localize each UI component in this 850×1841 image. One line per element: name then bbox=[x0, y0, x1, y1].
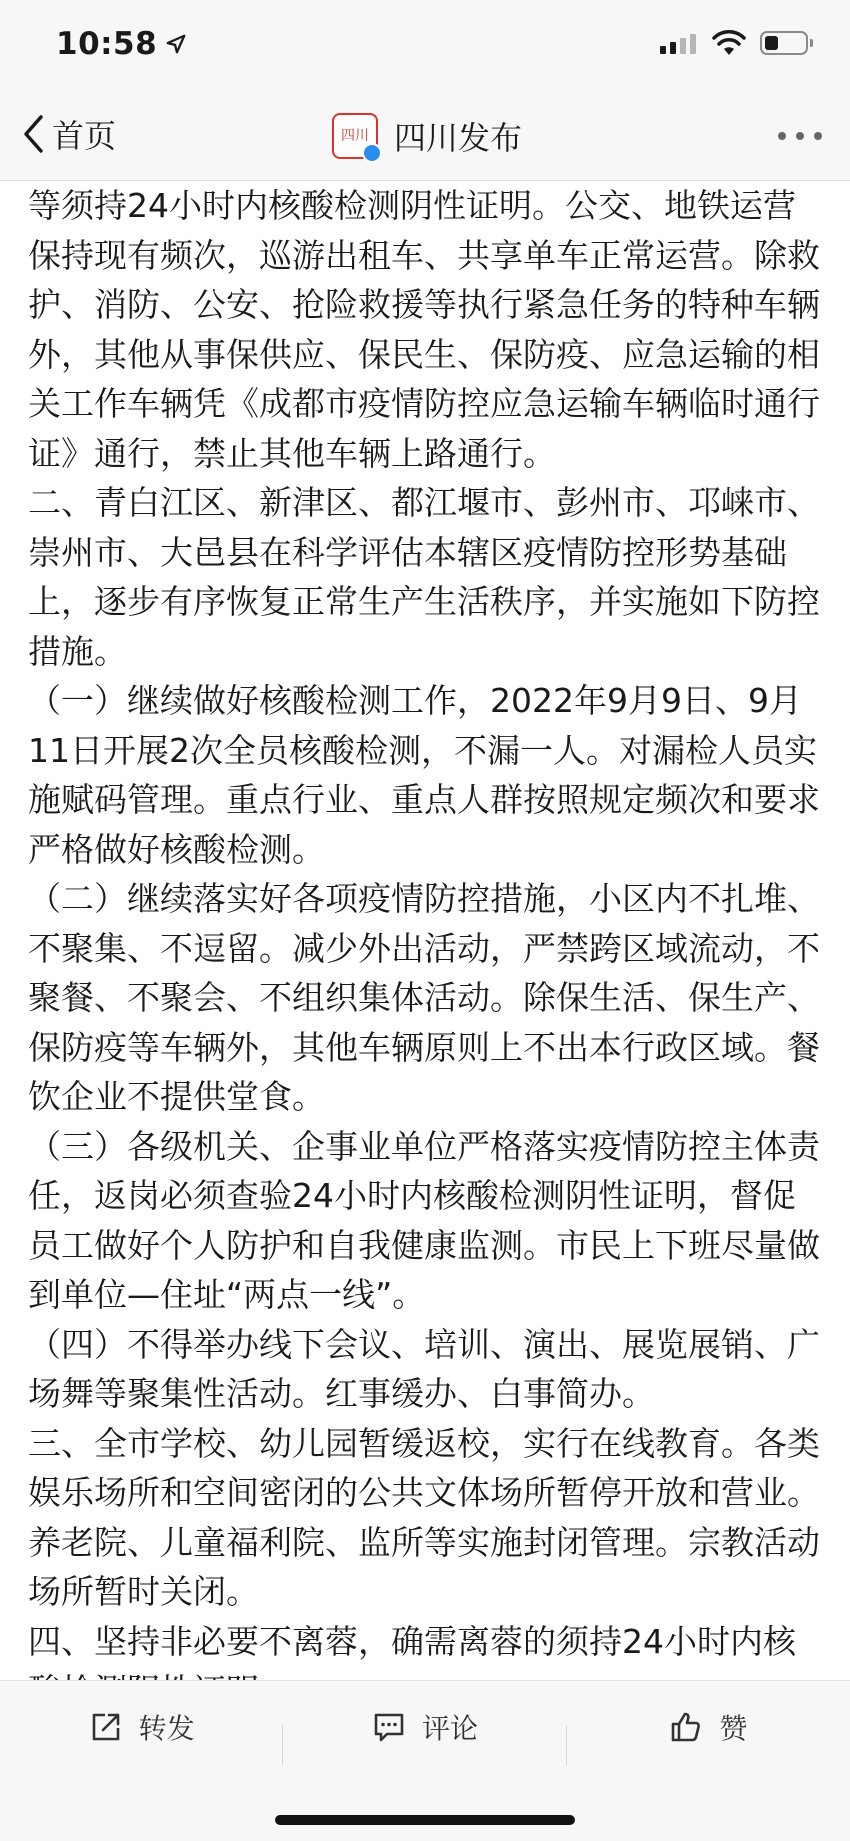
wifi-icon bbox=[712, 30, 746, 56]
article-paragraph: 等须持24小时内核酸检测阴性证明。公交、地铁运营保持现有频次，巡游出租车、共享单车正常运营。除救护、消防、公安、抢险救援等执行紧急任务的特种车辆外，其他从事保供应、保民生、保防疫、应急运输的相关工作车辆凭《成都市疫情防控应急运输车辆临时通行证》通行，禁止其他车辆上路通行。 bbox=[28, 186, 820, 473]
comment-icon bbox=[372, 1710, 406, 1744]
more-options-icon[interactable] bbox=[778, 132, 822, 140]
article-paragraph: （一）继续做好核酸检测工作，2022年9月9日、9月11日开展2次全员核酸检测，不漏一人。对漏检人员实施赋码管理。重点行业、重点人群按照规定频次和要求严格做好核酸检测。 bbox=[28, 681, 820, 869]
repost-button[interactable] bbox=[0, 1707, 283, 1747]
account-name[interactable]: 四川发布 bbox=[394, 119, 523, 157]
location-arrow-icon bbox=[165, 33, 187, 55]
share-icon bbox=[89, 1710, 123, 1744]
home-indicator bbox=[275, 1815, 575, 1825]
article-paragraph: 三、全市学校、幼儿园暂缓返校，实行在线教育。各类娱乐场所和空间密闭的公共文体场所暂停开放和营业。养老院、儿童福利院、监所等实施封闭管理。宗教活动场所暂时关闭。 bbox=[28, 1423, 820, 1611]
article-paragraph: （二）继续落实好各项疫情防控措施，小区内不扎堆、不聚集、不逗留。减少外出活动，严禁跨区域流动，不聚餐、不聚会、不组织集体活动。除保生活、保生产、保防疫等车辆外，其他车辆原则上不出本行政区域。餐饮企业不提供堂食。 bbox=[28, 879, 820, 1116]
article-paragraph: （四）不得举办线下会议、培训、演出、展览展销、广场舞等聚集性活动。红事缓办、白事简办。 bbox=[28, 1324, 820, 1413]
comment-button[interactable] bbox=[283, 1707, 566, 1747]
verified-badge-icon bbox=[362, 143, 382, 163]
comment-label: 评论 bbox=[421, 1712, 478, 1745]
status-icons bbox=[660, 30, 808, 56]
back-button[interactable] bbox=[22, 112, 116, 156]
status-bar bbox=[0, 0, 850, 90]
article-paragraph: 二、青白江区、新津区、都江堰市、彭州市、邛崃市、崇州市、大邑县在科学评估本辖区疫情防控形势基础上，逐步有序恢复正常生产生活秩序，并实施如下防控措施。 bbox=[28, 483, 820, 671]
chevron-left-icon bbox=[22, 114, 44, 154]
clock-text: 10:58 bbox=[56, 26, 158, 62]
article-paragraph: （三）各级机关、企事业单位严格落实疫情防控主体责任，返岗必须查验24小时内核酸检测阴性证明，督促员工做好个人防护和自我健康监测。市民上下班尽量做到单位—住址“两点一线”。 bbox=[28, 1126, 820, 1314]
like-label: 赞 bbox=[719, 1712, 748, 1745]
like-button[interactable] bbox=[567, 1707, 850, 1747]
action-bar bbox=[0, 1680, 850, 1841]
article-body bbox=[0, 181, 850, 1681]
article-paragraph: 四、坚持非必要不离蓉，确需离蓉的须持24小时内核 bbox=[28, 1621, 796, 1661]
thumbs-up-icon bbox=[669, 1710, 703, 1744]
battery-icon bbox=[760, 31, 808, 55]
cellular-signal-icon bbox=[660, 32, 696, 54]
account-avatar[interactable] bbox=[332, 113, 378, 159]
account-header[interactable] bbox=[332, 110, 522, 162]
back-label: 首页 bbox=[52, 117, 117, 155]
status-time bbox=[56, 26, 187, 62]
avatar-seal-text: 四川 bbox=[341, 128, 369, 144]
repost-label: 转发 bbox=[138, 1712, 195, 1745]
nav-bar bbox=[0, 90, 850, 181]
